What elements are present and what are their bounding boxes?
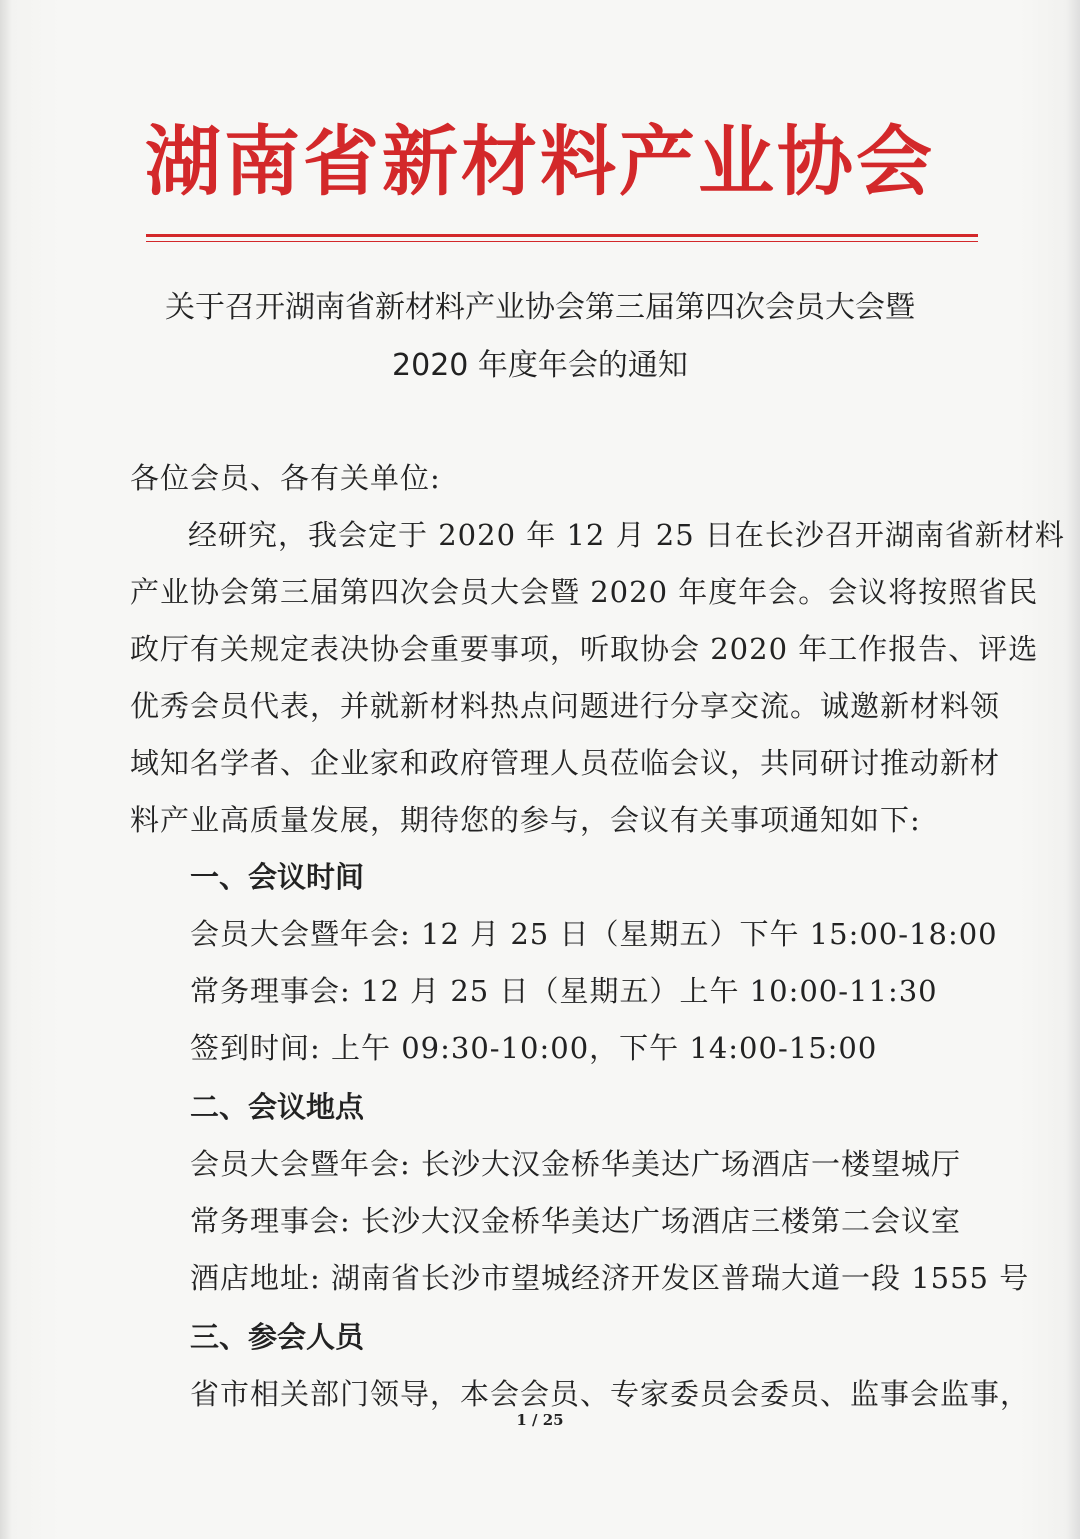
section-heading-venue: 二、会议地点	[190, 1090, 365, 1124]
salutation: 各位会员、各有关单位:	[130, 461, 441, 495]
intro-line-2: 产业协会第三届第四次会员大会暨 2020 年度年会。会议将按照省民	[130, 575, 1039, 609]
venue-line-hotel-address: 酒店地址: 湖南省长沙市望城经济开发区普瑞大道一段 1555 号	[190, 1261, 1030, 1295]
time-line-standing-council: 常务理事会: 12 月 25 日（星期五）上午 10:00-11:30	[190, 974, 938, 1008]
venue-line-standing-council: 常务理事会: 长沙大汉金桥华美达广场酒店三楼第二会议室	[190, 1204, 961, 1238]
page-number: 1 / 25	[516, 1411, 564, 1429]
letterhead-red-rule-thin	[146, 241, 978, 242]
time-line-check-in: 签到时间: 上午 09:30-10:00，下午 14:00-15:00	[190, 1031, 878, 1065]
section-heading-attendees: 三、参会人员	[190, 1320, 365, 1354]
attendees-line-1: 省市相关部门领导，本会会员、专家委员会委员、监事会监事，	[190, 1377, 1031, 1411]
intro-line-5: 域知名学者、企业家和政府管理人员莅临会议，共同研讨推动新材	[130, 746, 1001, 780]
intro-line-6: 料产业高质量发展，期待您的参与，会议有关事项通知如下:	[130, 803, 921, 837]
notice-title-line-1: 关于召开湖南省新材料产业协会第三届第四次会员大会暨	[165, 290, 915, 325]
notice-title-line-2: 2020 年度年会的通知	[392, 348, 688, 383]
section-heading-time: 一、会议时间	[190, 860, 365, 894]
letterhead-org-name: 湖南省新材料产业协会	[145, 117, 935, 206]
intro-line-3: 政厅有关规定表决协会重要事项，听取协会 2020 年工作报告、评选	[130, 632, 1039, 666]
time-line-general-meeting: 会员大会暨年会: 12 月 25 日（星期五）下午 15:00-18:00	[190, 917, 998, 951]
intro-line-1: 经研究，我会定于 2020 年 12 月 25 日在长沙召开湖南省新材料	[188, 518, 1065, 552]
venue-line-general-meeting: 会员大会暨年会: 长沙大汉金桥华美达广场酒店一楼望城厅	[190, 1147, 961, 1181]
letterhead-red-rule-thick	[146, 234, 978, 237]
intro-line-4: 优秀会员代表，并就新材料热点问题进行分享交流。诚邀新材料领	[130, 689, 1001, 723]
